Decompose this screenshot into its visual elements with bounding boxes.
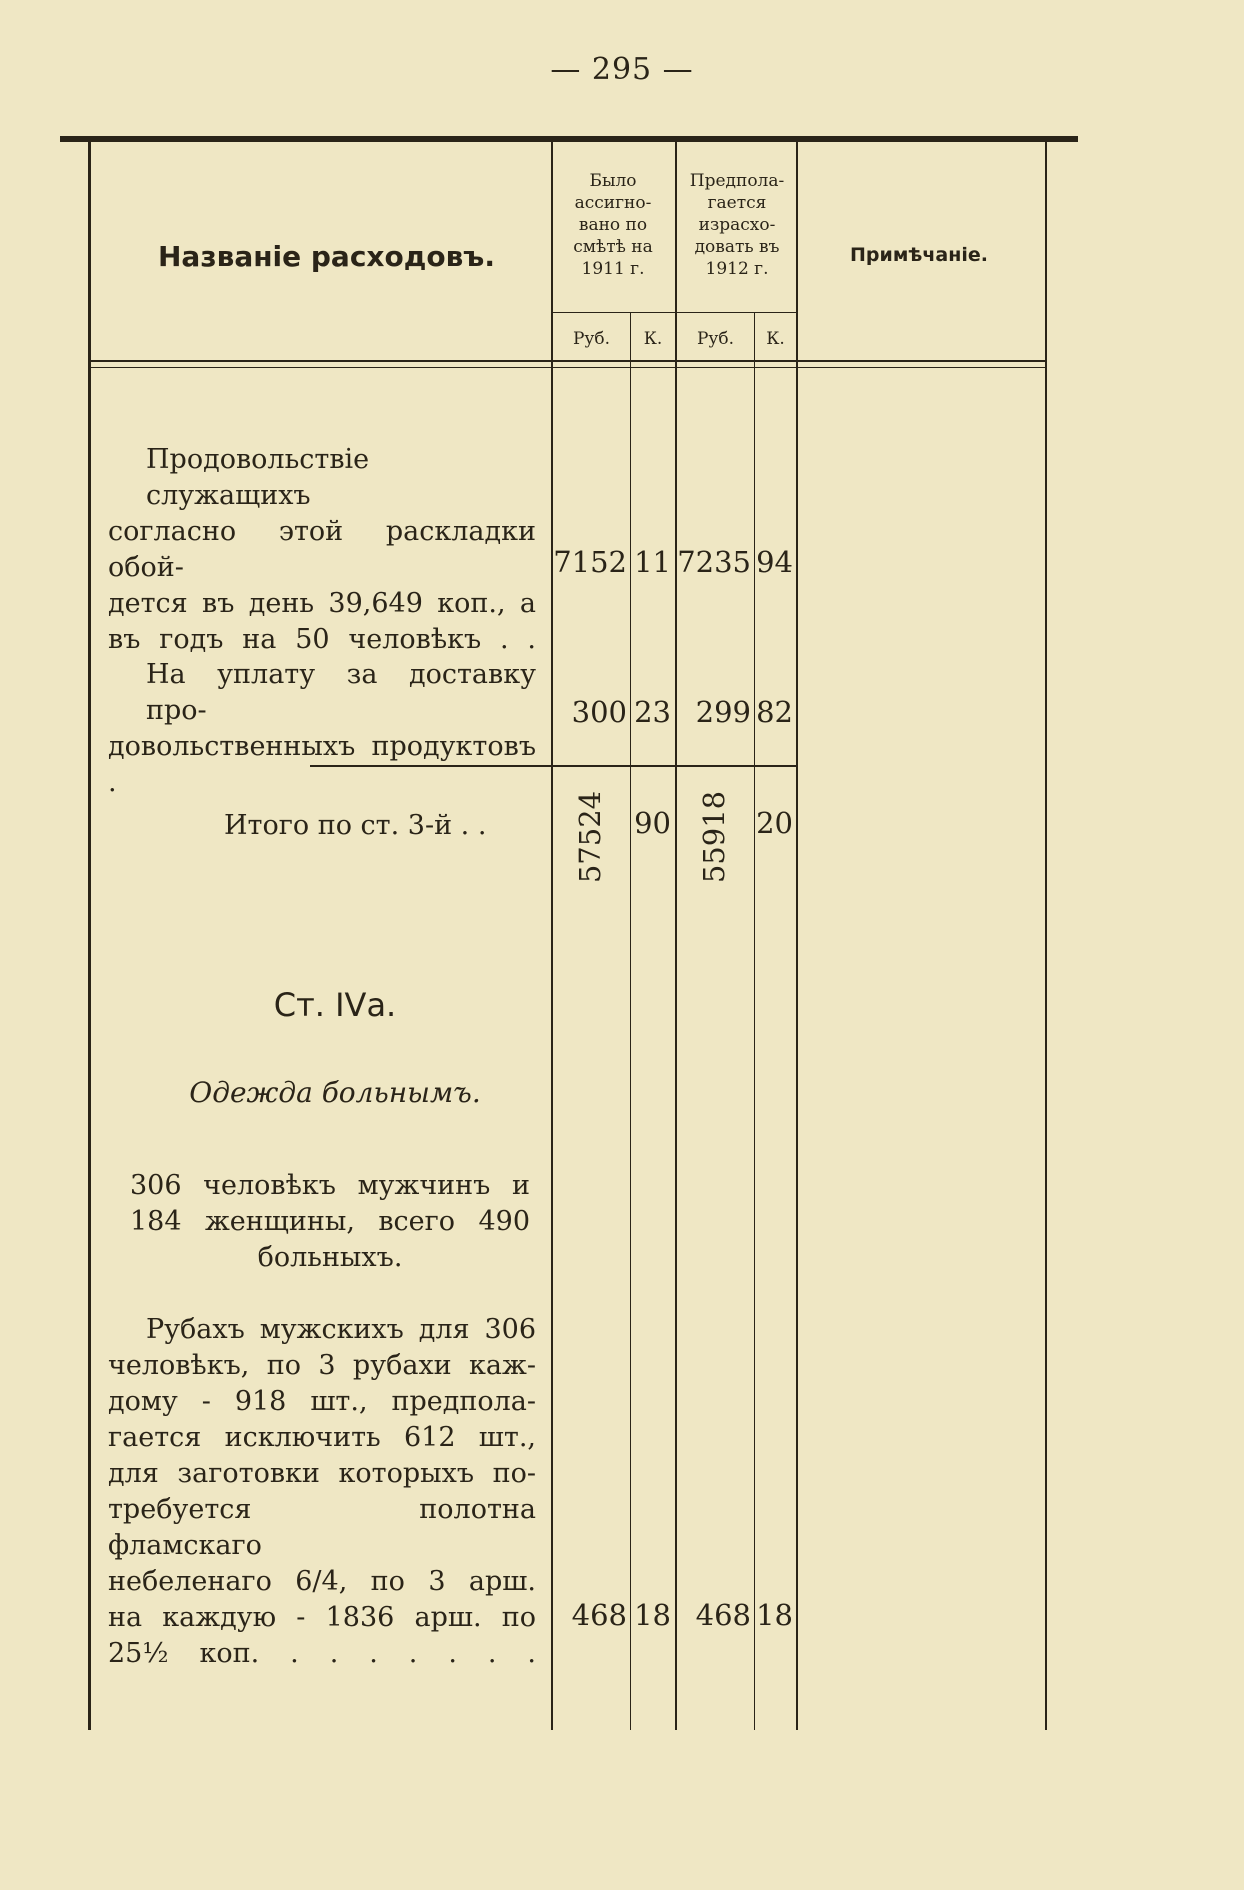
delivery-rub-1912: 299	[695, 695, 751, 729]
col-divider-1912-kop	[754, 312, 755, 1730]
header-bottom-rule-1	[88, 360, 1045, 362]
header-subrule	[551, 312, 796, 313]
col-divider-1911-kop	[630, 312, 631, 1730]
header-kop-1912: К.	[766, 329, 785, 349]
shirts-rub-1911: 468	[571, 1598, 627, 1632]
table-left-border	[88, 142, 91, 1730]
page-number: — 295 —	[550, 52, 694, 87]
table-top-rule	[60, 136, 1078, 142]
header-bottom-rule-2	[88, 367, 1045, 368]
food-staff-kop-1911: 11	[634, 545, 671, 579]
shirts-rub-1912: 468	[695, 1598, 751, 1632]
section-title: Ст. IVа.	[273, 986, 397, 1024]
total-rub-1911: 57524	[573, 790, 607, 884]
header-kop-1911: К.	[643, 329, 663, 349]
food-staff-kop-1912: 94	[756, 545, 793, 579]
header-rub-1911: Руб.	[572, 329, 611, 349]
food-staff-rub-1911: 7152	[553, 545, 627, 579]
row-shirts-text: Рубахъ мужскихъ для 306 человѣкъ, по 3 рубахи каж- дому - 918 шт., предпола- гается исключить 612 шт., для заготовки которыхъ по- требуется полотна фламскаго небеленаго 6/4, по 3 арш. на каждую - 1836 арш. по 25½ коп. . . . . . . .	[108, 1314, 536, 1669]
row-food-staff-text: Продовольствіе служащихъ согласно этой раскладки обой- дется въ день 39,649 коп., а въ годъ на 50 человѣкъ . .	[108, 444, 536, 655]
total-kop-1911: 90	[634, 806, 671, 840]
shirts-kop-1911: 18	[634, 1598, 671, 1632]
delivery-kop-1911: 23	[634, 695, 671, 729]
row-patients-text: 306 человѣкъ мужчинъ и 184 женщины, всего 490 больныхъ.	[130, 1170, 530, 1273]
food-staff-rub-1912: 7235	[677, 545, 751, 579]
total-rub-1912: 55918	[697, 790, 731, 884]
shirts-kop-1912: 18	[756, 1598, 793, 1632]
row-delivery-text: На уплату за доставку про- довольственныхъ продуктовъ .	[108, 659, 536, 798]
header-rub-1912: Руб.	[696, 329, 735, 349]
header-name-column: Названіе расходовъ.	[158, 240, 495, 273]
section-subtitle: Одежда больнымъ.	[189, 1076, 481, 1109]
total-label: Итого по ст. 3-й . .	[224, 810, 487, 841]
header-col-1912: Предпола- гается израсхо- довать въ 1912 г.	[689, 171, 785, 279]
col-divider-1912	[675, 142, 677, 1730]
table-right-border	[1045, 142, 1047, 1730]
delivery-kop-1912: 82	[756, 695, 793, 729]
col-divider-note	[796, 142, 798, 1730]
header-col-1911: Было ассигно- вано по смѣтѣ на 1911 г.	[573, 171, 653, 279]
total-kop-1912: 20	[756, 806, 793, 840]
col-divider-1911	[551, 142, 553, 1730]
delivery-rub-1911: 300	[571, 695, 627, 729]
header-note-column: Примѣчаніе.	[850, 244, 988, 266]
